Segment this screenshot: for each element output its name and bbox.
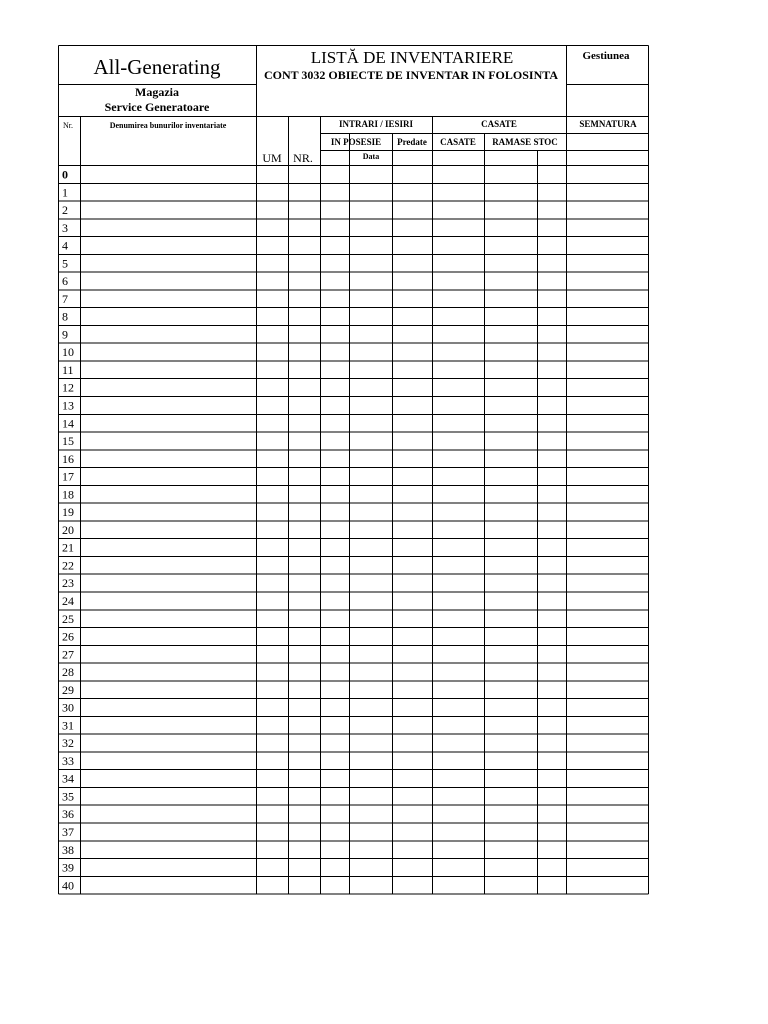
gestiunea-label: Gestiunea <box>582 50 630 62</box>
row-number: 19 <box>62 505 74 520</box>
row-number: 7 <box>62 291 68 306</box>
row-number: 34 <box>62 771 74 786</box>
row-number: 37 <box>62 824 74 839</box>
col-semnatura-header: SEMNATURA <box>579 119 637 129</box>
row-number: 39 <box>62 860 74 875</box>
row-number: 30 <box>62 700 74 715</box>
row-number: 22 <box>62 558 74 573</box>
col-casate-group-header: CASATE <box>481 119 517 129</box>
row-number: 20 <box>62 522 74 537</box>
row-number: 9 <box>62 327 68 342</box>
col-ramase-stoc-header: RAMASE STOC <box>492 137 558 147</box>
magazia-label: Magazia <box>135 85 179 99</box>
row-number: 21 <box>62 540 74 555</box>
row-number: 18 <box>62 487 74 502</box>
row-number: 16 <box>62 451 74 466</box>
row-number: 8 <box>62 309 68 324</box>
row-number: 14 <box>62 416 74 431</box>
col-predate-header: Predate <box>397 137 427 147</box>
row-number: 13 <box>62 398 74 413</box>
service-label: Service Generatoare <box>104 100 210 114</box>
row-number: 10 <box>62 345 74 360</box>
company-name: All-Generating <box>93 55 221 79</box>
row-numbers <box>62 168 74 893</box>
row-number: 31 <box>62 718 74 733</box>
col-um-header: UM <box>262 151 282 165</box>
row-number: 17 <box>62 469 74 484</box>
row-number: 11 <box>62 362 74 377</box>
row-number: 24 <box>62 593 74 608</box>
page-subtitle: CONT 3032 OBIECTE DE INVENTAR IN FOLOSINTA <box>263 68 559 82</box>
row-number: 1 <box>62 185 68 200</box>
col-in-posesie-header: IN POSESIE <box>330 137 382 147</box>
col-intrari-iesiri-header: INTRARI / IESIRI <box>338 119 414 129</box>
row-number: 6 <box>62 274 68 289</box>
row-number: 36 <box>62 807 74 822</box>
table-grid <box>59 46 649 895</box>
col-nr-count-header: NR. <box>293 151 313 165</box>
row-number: 25 <box>62 611 74 626</box>
row-number: 32 <box>62 736 74 751</box>
col-nr-header: Nr. <box>63 121 73 130</box>
row-number: 3 <box>62 220 68 235</box>
row-number: 26 <box>62 629 74 644</box>
col-data-header: Data <box>362 152 380 161</box>
row-number: 29 <box>62 682 74 697</box>
row-number: 4 <box>62 238 68 253</box>
row-number: 38 <box>62 842 74 857</box>
row-number: 40 <box>62 878 74 893</box>
row-number: 35 <box>62 789 74 804</box>
col-denumirea-header: Denumirea bunurilor inventariate <box>109 121 227 130</box>
row-number: 33 <box>62 753 74 768</box>
row-number: 15 <box>62 434 74 449</box>
row-number: 23 <box>62 576 74 591</box>
row-number: 12 <box>62 380 74 395</box>
page-title: LISTĂ DE INVENTARIERE <box>310 48 514 67</box>
row-number: 5 <box>62 256 68 271</box>
row-number: 0 <box>62 167 68 182</box>
row-number: 27 <box>62 647 74 662</box>
row-number: 28 <box>62 665 74 680</box>
row-number: 2 <box>62 203 68 218</box>
col-casate-header: CASATE <box>440 137 476 147</box>
